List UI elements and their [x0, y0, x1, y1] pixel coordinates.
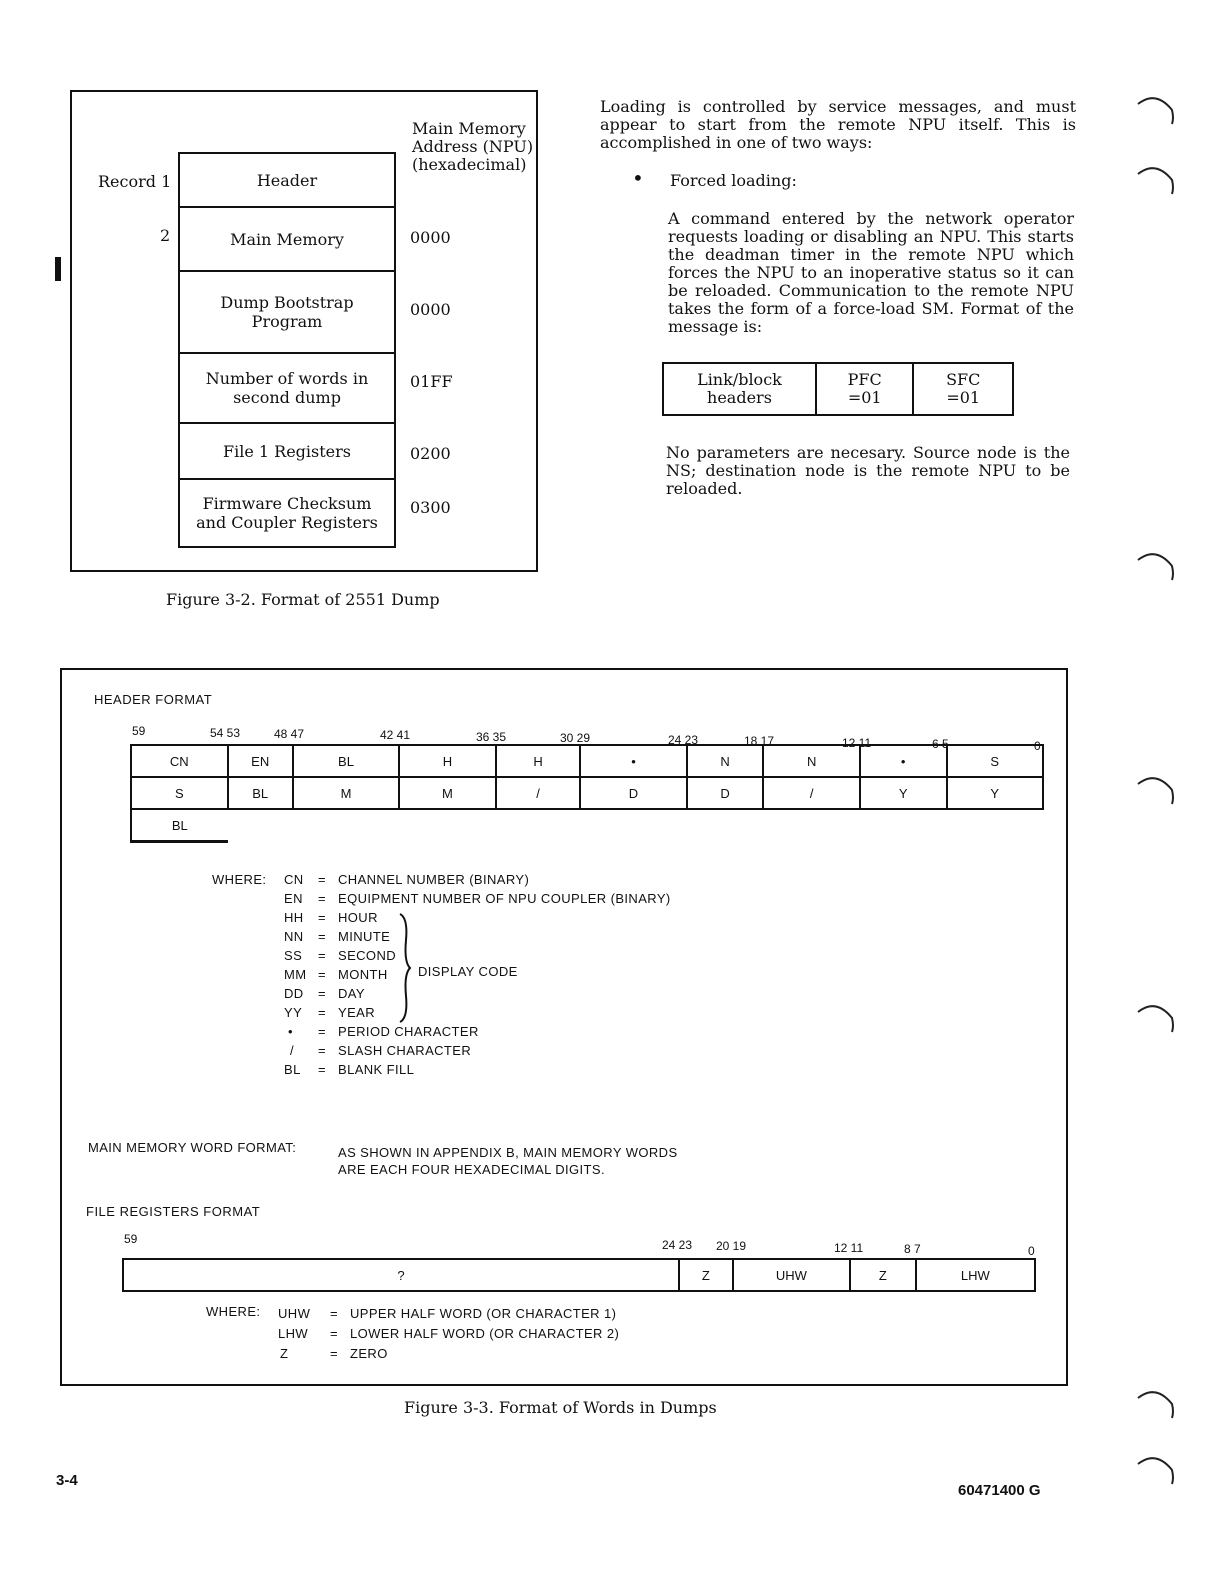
where-code: NN [284, 929, 304, 944]
display-code-label: DISPLAY CODE [418, 964, 518, 979]
header-cell: H [399, 745, 495, 777]
header-format-title: HEADER FORMAT [94, 692, 213, 707]
file-registers-grid [122, 1258, 1036, 1292]
document-number: 60471400 G [958, 1482, 1041, 1499]
file-where-code: LHW [278, 1326, 309, 1341]
bit-label: 0 [1028, 1244, 1035, 1258]
where-eq: = [330, 1306, 338, 1321]
forced-loading-paragraph: A command entered by the network operator requests loading or disabling an NPU. This starts the deadman timer in the remote NPU which forces the NPU to an inoperative status so it can be reloaded. Communication to the remote NPU takes the form of a force-load SM. Format of the message is: [668, 209, 1074, 336]
file-where-desc: LOWER HALF WORD (OR CHARACTER 2) [350, 1326, 620, 1341]
binder-mark-icon [1134, 770, 1180, 806]
where-eq: = [318, 1062, 326, 1077]
bit-label: 30 29 [560, 731, 591, 745]
figure-3-2-caption: Figure 3-2. Format of 2551 Dump [166, 590, 440, 609]
block-main-memory: Main Memory [178, 206, 396, 272]
block-file1-registers: File 1 Registers [178, 422, 396, 480]
binder-mark-icon [1134, 1384, 1180, 1420]
main-memory-format-label: MAIN MEMORY WORD FORMAT: [88, 1140, 297, 1155]
header-row-2 [131, 777, 1043, 809]
main-memory-line: ARE EACH FOUR HEXADECIMAL DIGITS. [338, 1162, 605, 1177]
header-cell: Y [860, 777, 947, 809]
header-cell: / [763, 777, 859, 809]
bit-label: 48 47 [274, 727, 305, 741]
figure-3-3-caption: Figure 3-3. Format of Words in Dumps [404, 1398, 717, 1417]
binder-mark-icon [1134, 1450, 1180, 1486]
where-desc: PERIOD CHARACTER [338, 1024, 479, 1039]
address-header [412, 120, 533, 174]
bit-label: 12 11 [842, 736, 872, 750]
header-cell: D [687, 777, 764, 809]
where-eq: = [318, 1005, 326, 1020]
where-eq: = [330, 1326, 338, 1341]
bit-label: 6 5 [932, 737, 949, 751]
address-firmware: 0300 [410, 498, 451, 517]
record-1-label: Record 1 [98, 172, 172, 191]
bit-label: 24 23 [662, 1238, 693, 1252]
file-where-code: Z [280, 1346, 289, 1361]
bit-label: 0 [1034, 739, 1041, 753]
header-cell: BL [293, 745, 399, 777]
record-2-label: 2 [160, 226, 171, 245]
bit-label: 36 35 [476, 730, 507, 744]
where-eq: = [318, 967, 326, 982]
header-cell: BL [131, 809, 228, 842]
file-where-label: WHERE: [206, 1304, 261, 1319]
where-desc: MONTH [338, 967, 388, 982]
where-code: DD [284, 986, 304, 1001]
where-desc: SECOND [338, 948, 397, 963]
binder-mark-icon [1134, 546, 1180, 582]
header-cell: S [131, 777, 228, 809]
where-code: / [290, 1043, 295, 1058]
file-cell: UHW [733, 1259, 850, 1291]
where-code: BL [284, 1062, 301, 1077]
header-cell: D [580, 777, 686, 809]
header-cell: CN [131, 745, 228, 777]
where-code: HH [284, 910, 304, 925]
address-file1-registers: 0200 [410, 444, 451, 463]
header-cell: / [496, 777, 581, 809]
where-eq: = [318, 910, 326, 925]
where-eq: = [318, 891, 326, 906]
force-load-message-table [662, 362, 1014, 416]
file-where-code: UHW [278, 1306, 311, 1321]
where-desc: EQUIPMENT NUMBER OF NPU COUPLER (BINARY) [338, 891, 671, 906]
address-header-line: (hexadecimal) [412, 155, 527, 174]
file-where-list [278, 1306, 718, 1366]
where-desc: HOUR [338, 910, 378, 925]
file-registers-row [123, 1259, 1035, 1291]
file-cell: Z [679, 1259, 733, 1291]
table-cell-pfc: PFC =01 [817, 364, 915, 414]
where-code: SS [284, 948, 303, 963]
main-memory-line: AS SHOWN IN APPENDIX B, MAIN MEMORY WORDS [338, 1145, 678, 1160]
binder-mark-icon [1134, 160, 1180, 196]
where-eq: = [318, 1043, 326, 1058]
bit-label: 8 7 [904, 1242, 921, 1256]
where-eq: = [318, 1024, 326, 1039]
header-row-3 [131, 809, 1043, 842]
where-desc: MINUTE [338, 929, 391, 944]
address-number-of-words: 01FF [410, 372, 453, 391]
header-cell: N [687, 745, 764, 777]
header-empty [228, 809, 1043, 842]
header-cell: S [947, 745, 1043, 777]
where-desc: DAY [338, 986, 365, 1001]
file-where-desc: UPPER HALF WORD (OR CHARACTER 1) [350, 1306, 617, 1321]
where-eq: = [318, 872, 326, 887]
block-number-of-words: Number of words in second dump [178, 352, 396, 424]
where-code: YY [284, 1005, 303, 1020]
header-cell: N [763, 745, 859, 777]
header-cell: Y [947, 777, 1043, 809]
address-header-line: Address (NPU) [412, 137, 534, 156]
intro-paragraph: Loading is controlled by service messages, and must appear to start from the remote NPU itself. This is accomplished in one of two ways: [600, 97, 1076, 152]
page-number: 3-4 [56, 1472, 78, 1489]
brace-icon [396, 912, 412, 1024]
address-dump-bootstrap: 0000 [410, 300, 451, 319]
bit-label: 59 [124, 1232, 138, 1246]
where-code: • [288, 1024, 293, 1039]
file-registers-title: FILE REGISTERS FORMAT [86, 1204, 261, 1219]
table-cell-sfc: SFC =01 [946, 370, 981, 407]
where-desc: SLASH CHARACTER [338, 1043, 472, 1058]
block-header: Header [178, 152, 396, 208]
where-label: WHERE: [212, 872, 267, 887]
where-list [284, 872, 804, 1092]
main-memory-format-text [338, 1144, 678, 1178]
bullet-heading: Forced loading: [670, 171, 797, 190]
header-cell: M [399, 777, 495, 809]
bit-label: 20 19 [716, 1239, 747, 1253]
where-desc: YEAR [338, 1005, 376, 1020]
bit-label: 18 17 [744, 734, 775, 748]
where-code: MM [284, 967, 307, 982]
header-cell: • [860, 745, 947, 777]
where-code: EN [284, 891, 303, 906]
bit-label: 12 11 [834, 1241, 864, 1255]
bit-label: 59 [132, 724, 146, 738]
bit-label: 24 23 [668, 733, 699, 747]
binder-mark-icon [1134, 90, 1180, 126]
where-eq: = [318, 986, 326, 1001]
where-eq: = [318, 948, 326, 963]
address-main-memory: 0000 [410, 228, 451, 247]
file-cell: Z [850, 1259, 916, 1291]
block-dump-bootstrap: Dump Bootstrap Program [178, 270, 396, 354]
where-desc: BLANK FILL [338, 1062, 415, 1077]
where-eq: = [318, 929, 326, 944]
bit-label: 42 41 [380, 728, 411, 742]
address-header-line: Main Memory [412, 119, 526, 138]
file-where-desc: ZERO [350, 1346, 388, 1361]
header-row-1 [131, 745, 1043, 777]
header-cell: BL [228, 777, 293, 809]
no-parameters-paragraph: No parameters are necesary. Source node is the NS; destination node is the remote NPU to be reloaded. [666, 443, 1070, 498]
header-cell: EN [228, 745, 293, 777]
header-format-grid [130, 744, 1044, 843]
bit-label: 54 53 [210, 726, 241, 740]
header-cell: M [293, 777, 399, 809]
bullet-dot: • [632, 166, 644, 190]
where-eq: = [330, 1346, 338, 1361]
table-cell-link-block: Link/block headers [664, 364, 817, 414]
figure-3-3-frame [60, 668, 1068, 1386]
change-bar [55, 257, 61, 281]
header-cell: • [580, 745, 686, 777]
file-cell: ? [123, 1259, 679, 1291]
binder-mark-icon [1134, 998, 1180, 1034]
header-cell: H [496, 745, 581, 777]
where-code: CN [284, 872, 304, 887]
block-firmware-checksum: Firmware Checksum and Coupler Registers [178, 478, 396, 548]
where-desc: CHANNEL NUMBER (BINARY) [338, 872, 530, 887]
file-cell: LHW [916, 1259, 1035, 1291]
